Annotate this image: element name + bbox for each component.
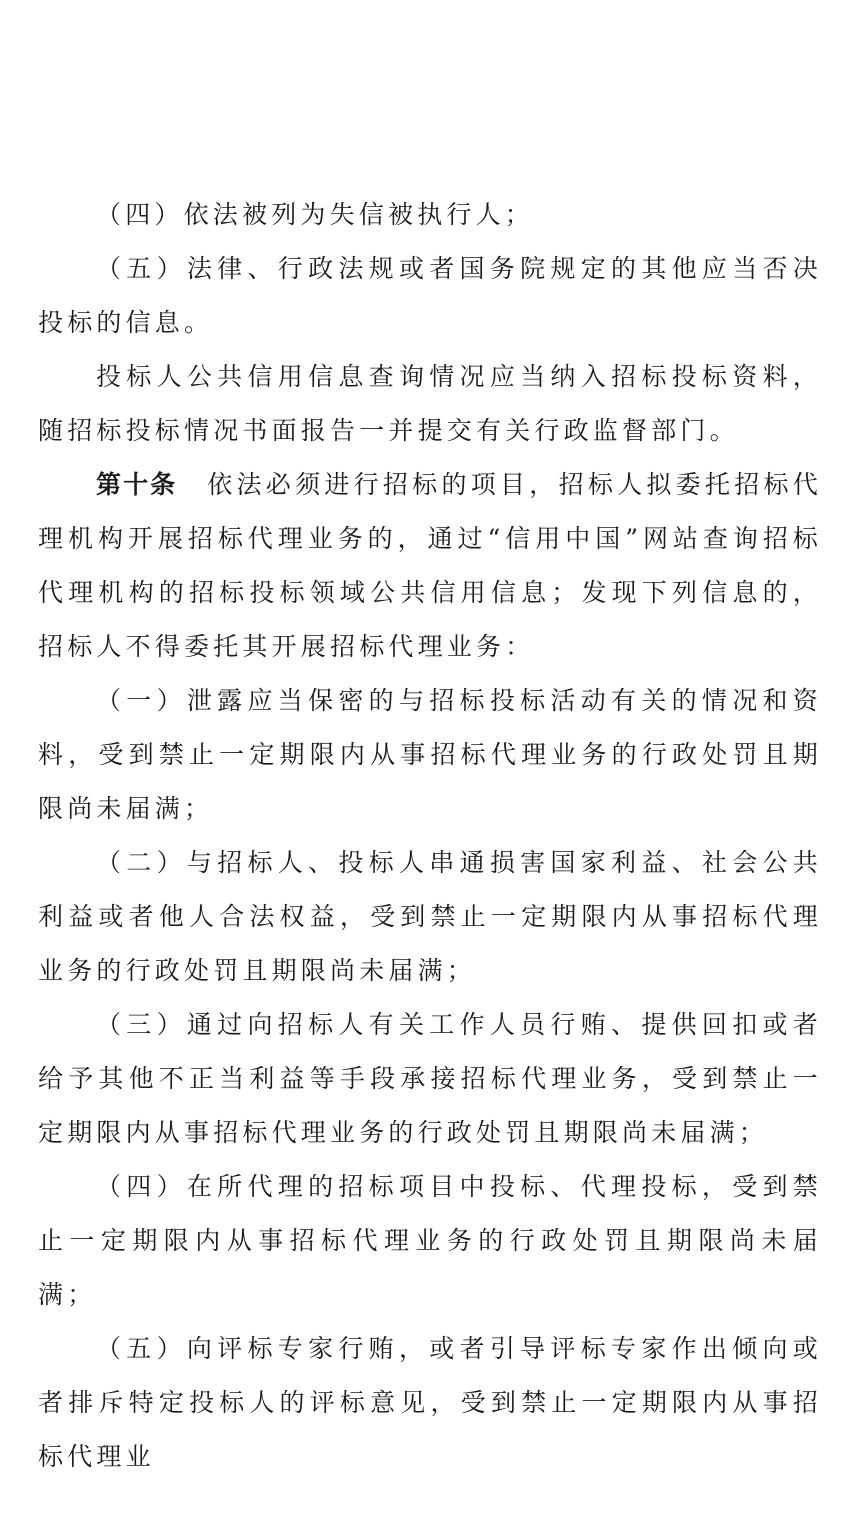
article-10-item-3 — [38, 998, 822, 1160]
document-body — [38, 188, 822, 1484]
article-10-item-5 — [38, 1322, 822, 1484]
article-10-paragraph — [38, 458, 822, 674]
paragraph-item-4-blacklisted — [38, 188, 822, 242]
paragraph-credit-query-record — [38, 350, 822, 458]
paragraph-text: （五）向评标专家行贿，或者引导评标专家作出倾向或者排斥特定投标人的评标意见，受到禁止一定期限内从事招标代理业 — [38, 1334, 822, 1471]
paragraph-item-5-other-info — [38, 242, 822, 350]
article-number: 第十条 — [96, 470, 178, 499]
paragraph-text: （三）通过向招标人有关工作人员行贿、提供回扣或者给予其他不正当利益等手段承接招标代理业务，受到禁止一定期限内从事招标代理业务的行政处罚且期限尚未届满； — [38, 1010, 822, 1147]
paragraph-text: （四）在所代理的招标项目中投标、代理投标，受到禁止一定期限内从事招标代理业务的行政处罚且期限尚未届满； — [38, 1172, 822, 1309]
paragraph-text: （四）依法被列为失信被执行人； — [96, 200, 535, 229]
paragraph-text: （五）法律、行政法规或者国务院规定的其他应当否决投标的信息。 — [38, 254, 822, 337]
article-10-item-2 — [38, 836, 822, 998]
paragraph-text: （二）与招标人、投标人串通损害国家利益、社会公共利益或者他人合法权益，受到禁止一定期限内从事招标代理业务的行政处罚且期限尚未届满； — [38, 848, 822, 985]
paragraph-text: 投标人公共信用信息查询情况应当纳入招标投标资料，随招标投标情况书面报告一并提交有关行政监督部门。 — [38, 362, 822, 445]
paragraph-text: 依法必须进行招标的项目，招标人拟委托招标代理机构开展招标代理业务的，通过“信用中国”网站查询招标代理机构的招标投标领域公共信用信息；发现下列信息的，招标人不得委托其开展招标代理业务： — [38, 470, 822, 661]
article-10-item-4 — [38, 1160, 822, 1322]
article-10-item-1 — [38, 674, 822, 836]
paragraph-text: （一）泄露应当保密的与招标投标活动有关的情况和资料，受到禁止一定期限内从事招标代理业务的行政处罚且期限尚未届满； — [38, 686, 822, 823]
